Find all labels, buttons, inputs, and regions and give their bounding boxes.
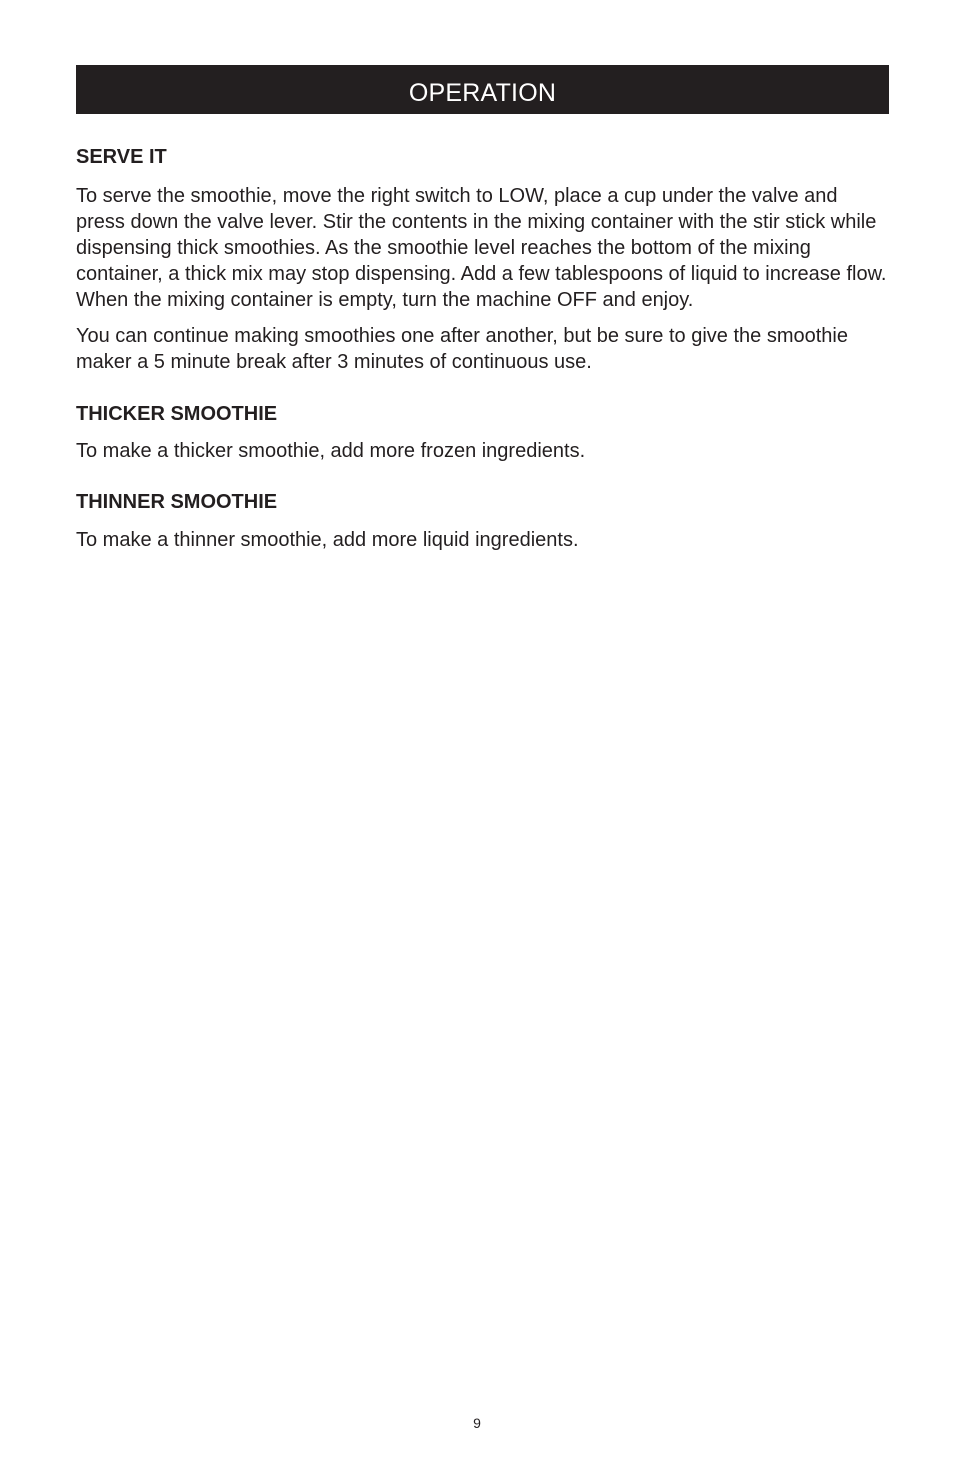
manual-page	[76, 65, 889, 553]
section-title: OPERATION	[408, 79, 557, 107]
section-title-bar	[76, 65, 889, 114]
paragraph-thicker-smoothie: To make a thicker smoothie, add more frozen ingredients.	[76, 440, 586, 462]
page-number: 9	[473, 1415, 481, 1431]
paragraph-continuous-use-note: You can continue making smoothies one after another, but be sure to give the smoothie maker a 5 minute break after 3 minutes of continuous use.	[76, 325, 848, 373]
heading-thicker-smoothie: THICKER SMOOTHIE	[76, 403, 278, 425]
paragraph-thinner-smoothie: To make a thinner smoothie, add more liquid ingredients.	[76, 529, 579, 551]
paragraph-serve-instructions: To serve the smoothie, move the right switch to LOW, place a cup under the valve and press down the valve lever. Stir the contents in the mixing container with the stir stick while dispensing thick smoothies. As the smoothie level reaches the bottom of the mixing container, a thick mix may stop dispensing. Add a few tablespoons of liquid to increase flow. When the mixing container is empty, turn the machine OFF and enjoy.	[76, 185, 887, 311]
heading-serve-it: SERVE IT	[76, 146, 167, 168]
heading-thinner-smoothie: THINNER SMOOTHIE	[76, 491, 278, 513]
